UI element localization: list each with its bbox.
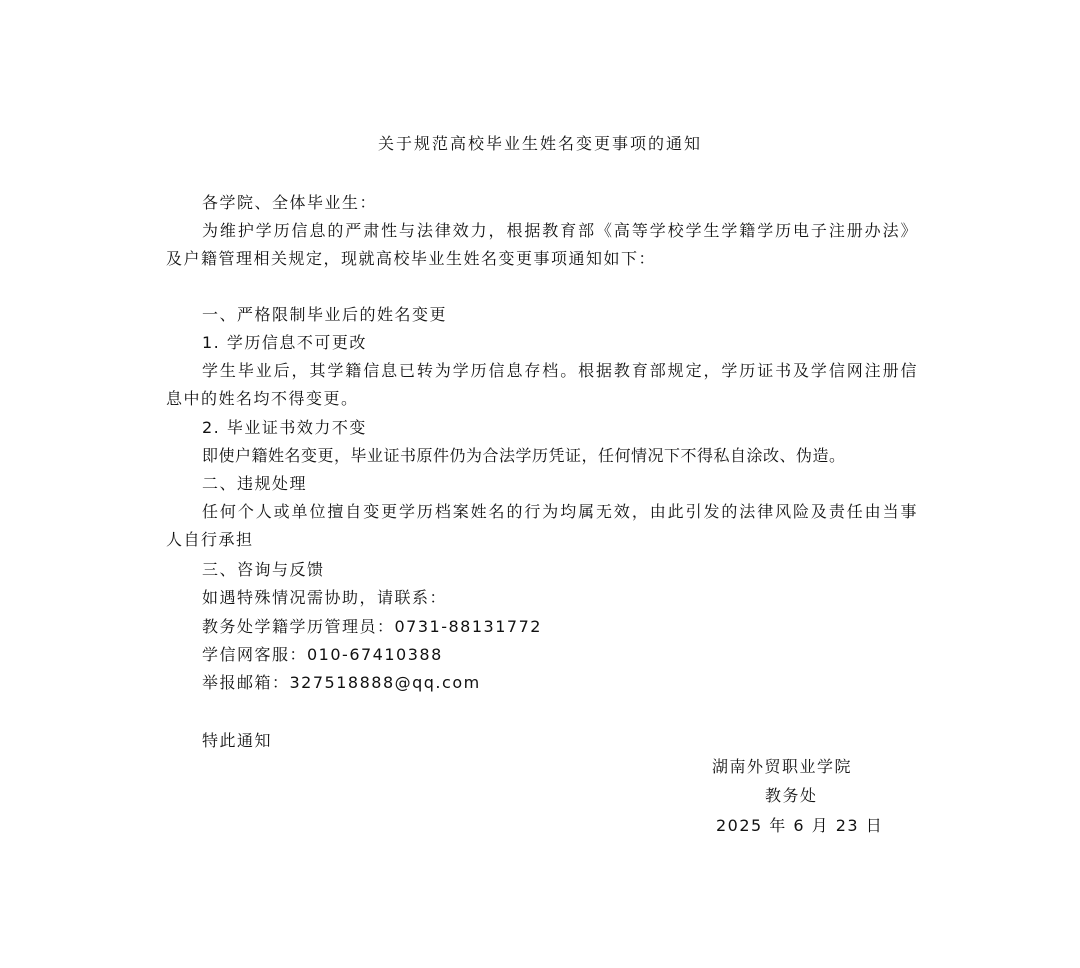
salutation: 各学院、全体毕业生： (202, 193, 378, 212)
contact-intro-block (166, 584, 918, 612)
salutation-block (166, 189, 918, 217)
signature-department: 教务处 (765, 786, 818, 805)
section-3-heading-block (166, 556, 918, 584)
section-2-heading: 二、违规处理 (202, 474, 308, 493)
contact-chsi-block (166, 641, 918, 669)
item-2-text-block (166, 442, 918, 470)
closing-block (166, 727, 918, 755)
contact-report-email: 举报邮箱：327518888@qq.com (202, 673, 481, 692)
item-1-text: 学生毕业后，其学籍信息已转为学历信息存档。根据教育部规定，学历证书及学信网注册信息中的姓名均不得变更。 (166, 361, 918, 408)
contact-registrar: 教务处学籍学历管理员：0731-88131772 (202, 617, 542, 636)
item-1-text-block (166, 357, 918, 413)
document-title: 关于规范高校毕业生姓名变更事项的通知 (377, 134, 702, 153)
closing-text: 特此通知 (202, 731, 273, 750)
contact-intro: 如遇特殊情况需协助，请联系： (202, 588, 448, 607)
section-2-text: 任何个人或单位擅自变更学历档案姓名的行为均属无效，由此引发的法律风险及责任由当事人自行承担 (166, 502, 918, 549)
item-1-heading: 1. 学历信息不可更改 (202, 333, 367, 352)
intro-paragraph: 为维护学历信息的严肃性与法律效力，根据教育部《高等学校学生学籍学历电子注册办法》及户籍管理相关规定，现就高校毕业生姓名变更事项通知如下： (166, 221, 918, 268)
signature-date: 2025 年 6 月 23 日 (716, 816, 884, 835)
section-2-text-block (166, 498, 918, 554)
signature-institution: 湖南外贸职业学院 (712, 757, 853, 776)
item-1-heading-block (166, 329, 918, 357)
contact-registrar-block (166, 613, 918, 641)
item-2-heading: 2. 毕业证书效力不变 (202, 418, 367, 437)
section-2-heading-block (166, 470, 918, 498)
section-3-heading: 三、咨询与反馈 (202, 560, 325, 579)
contact-chsi: 学信网客服：010-67410388 (202, 645, 443, 664)
item-2-text: 即使户籍姓名变更，毕业证书原件仍为合法学历凭证，任何情况下不得私自涂改、伪造。 (202, 446, 846, 465)
section-1-heading: 一、严格限制毕业后的姓名变更 (202, 305, 448, 324)
item-2-heading-block (166, 414, 918, 442)
intro-block (166, 217, 918, 273)
contact-report-block (166, 669, 918, 697)
section-1-heading-block (166, 301, 918, 329)
